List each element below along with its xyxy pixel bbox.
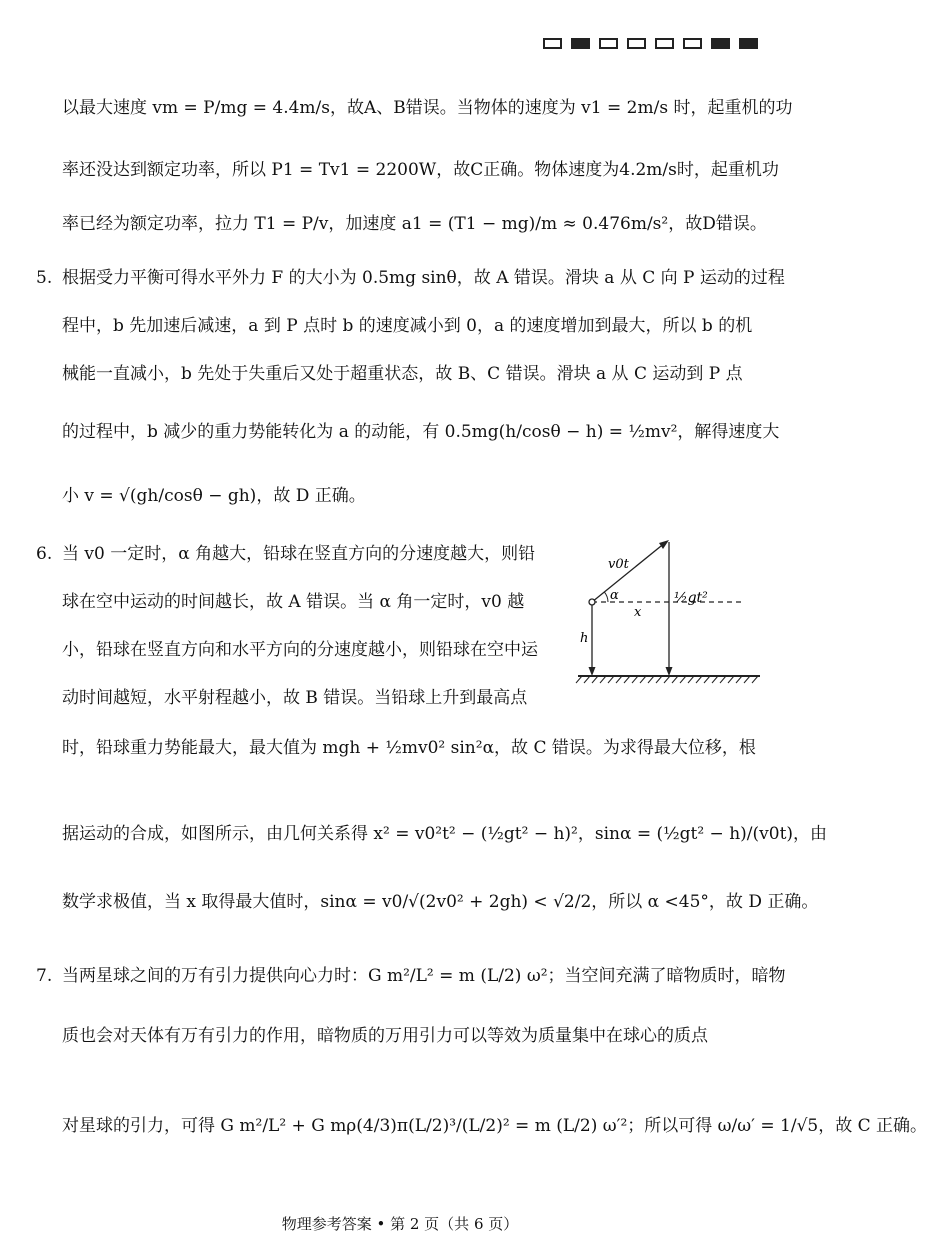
label-h: h <box>580 631 589 646</box>
answer-line: 械能一直减小，b 先处于失重后又处于超重状态，故 B、C 错误。滑块 a 从 C 运动到 P 点 <box>62 364 743 384</box>
answer-line: 率已经为额定功率，拉力 T1 = P/v，加速度 a1 = (T1 − mg)/m ≈ 0.476m/s²，故D错误。 <box>62 214 767 234</box>
answer-line: 对星球的引力，可得 G m²/L² + G mρ(4/3)π(L/2)³/(L/2)² = m (L/2) ω′²；所以可得 ω/ω′ = 1/√5，故 C 正确。 <box>62 1116 927 1136</box>
question-6-line-1: 6. 当 v0 一定时，α 角越大，铅球在竖直方向的分速度越大，则铅 <box>36 544 536 564</box>
answer-line: 程中，b 先加速后减速，a 到 P 点时 b 的速度减小到 0，a 的速度增加到最大，所以 b 的机 <box>62 316 753 336</box>
marker-box <box>739 38 758 49</box>
label-half-gt2: ½gt² <box>674 590 708 606</box>
arrow-head <box>589 667 596 676</box>
marker-box <box>543 38 562 49</box>
answer-line: 数学求极值，当 x 取得最大值时，sinα = v0/√(2v0² + 2gh) < √2/2，所以 α <45°，故 D 正确。 <box>62 892 819 912</box>
question-5-line-1: 5. 根据受力平衡可得水平外力 F 的大小为 0.5mg sinθ，故 A 错误。滑块 a 从 C 向 P 运动的过程 <box>36 268 785 288</box>
answer-line: 小 v = √(gh/cosθ − gh)，故 D 正确。 <box>62 486 366 506</box>
marker-box <box>711 38 730 49</box>
marker-box <box>683 38 702 49</box>
marker-box <box>655 38 674 49</box>
label-alpha: α <box>610 588 619 603</box>
answer-line: 据运动的合成，如图所示，由几何关系得 x² = v0²t² − (½gt² − h)²，sinα = (½gt² − h)/(v0t)，由 <box>62 824 828 844</box>
question-7-line-1: 7. 当两星球之间的万有引力提供向心力时：G m²/L² = m (L/2) ω²；当空间充满了暗物质时，暗物 <box>36 966 786 986</box>
answer-line: 动时间越短，水平射程越小，故 B 错误。当铅球上升到最高点 <box>62 688 528 708</box>
page-marker-boxes <box>543 38 758 49</box>
label-x: x <box>634 605 642 620</box>
answer-line: 时，铅球重力势能最大，最大值为 mgh + ½mv0² sin²α，故 C 错误。为求得最大位移，根 <box>62 738 756 758</box>
launch-point <box>589 599 595 605</box>
ground-hatching <box>576 676 758 683</box>
angle-arc <box>605 592 609 602</box>
answer-line: 球在空中运动的时间越长，故 A 错误。当 α 角一定时，v0 越 <box>62 592 525 612</box>
marker-box <box>627 38 646 49</box>
projectile-diagram <box>574 536 764 686</box>
marker-box <box>571 38 590 49</box>
answer-line: 的过程中，b 减少的重力势能转化为 a 的动能，有 0.5mg(h/cosθ − h) = ½mv²，解得速度大 <box>62 422 780 442</box>
arrow-head <box>659 540 669 549</box>
marker-box <box>599 38 618 49</box>
question-number: 7. <box>36 966 53 986</box>
answer-line: 率还没达到额定功率，所以 P1 = Tv1 = 2200W，故C正确。物体速度为4.2m/s时，起重机功 <box>62 160 779 180</box>
v0t-line <box>592 542 666 602</box>
question-number: 5. <box>36 268 53 288</box>
page-footer: 物理参考答案 • 第 2 页（共 6 页） <box>281 1215 519 1233</box>
answer-line: 以最大速度 vm = P/mg = 4.4m/s，故A、B错误。当物体的速度为 v1 = 2m/s 时，起重机的功 <box>62 98 793 118</box>
answer-line: 小，铅球在竖直方向和水平方向的分速度越小，则铅球在空中运 <box>62 640 538 660</box>
label-v0t: v0t <box>608 557 629 572</box>
question-number: 6. <box>36 544 53 564</box>
arrow-head <box>666 667 673 676</box>
answer-line: 质也会对天体有万有引力的作用，暗物质的万用引力可以等效为质量集中在球心的质点 <box>62 1026 708 1046</box>
